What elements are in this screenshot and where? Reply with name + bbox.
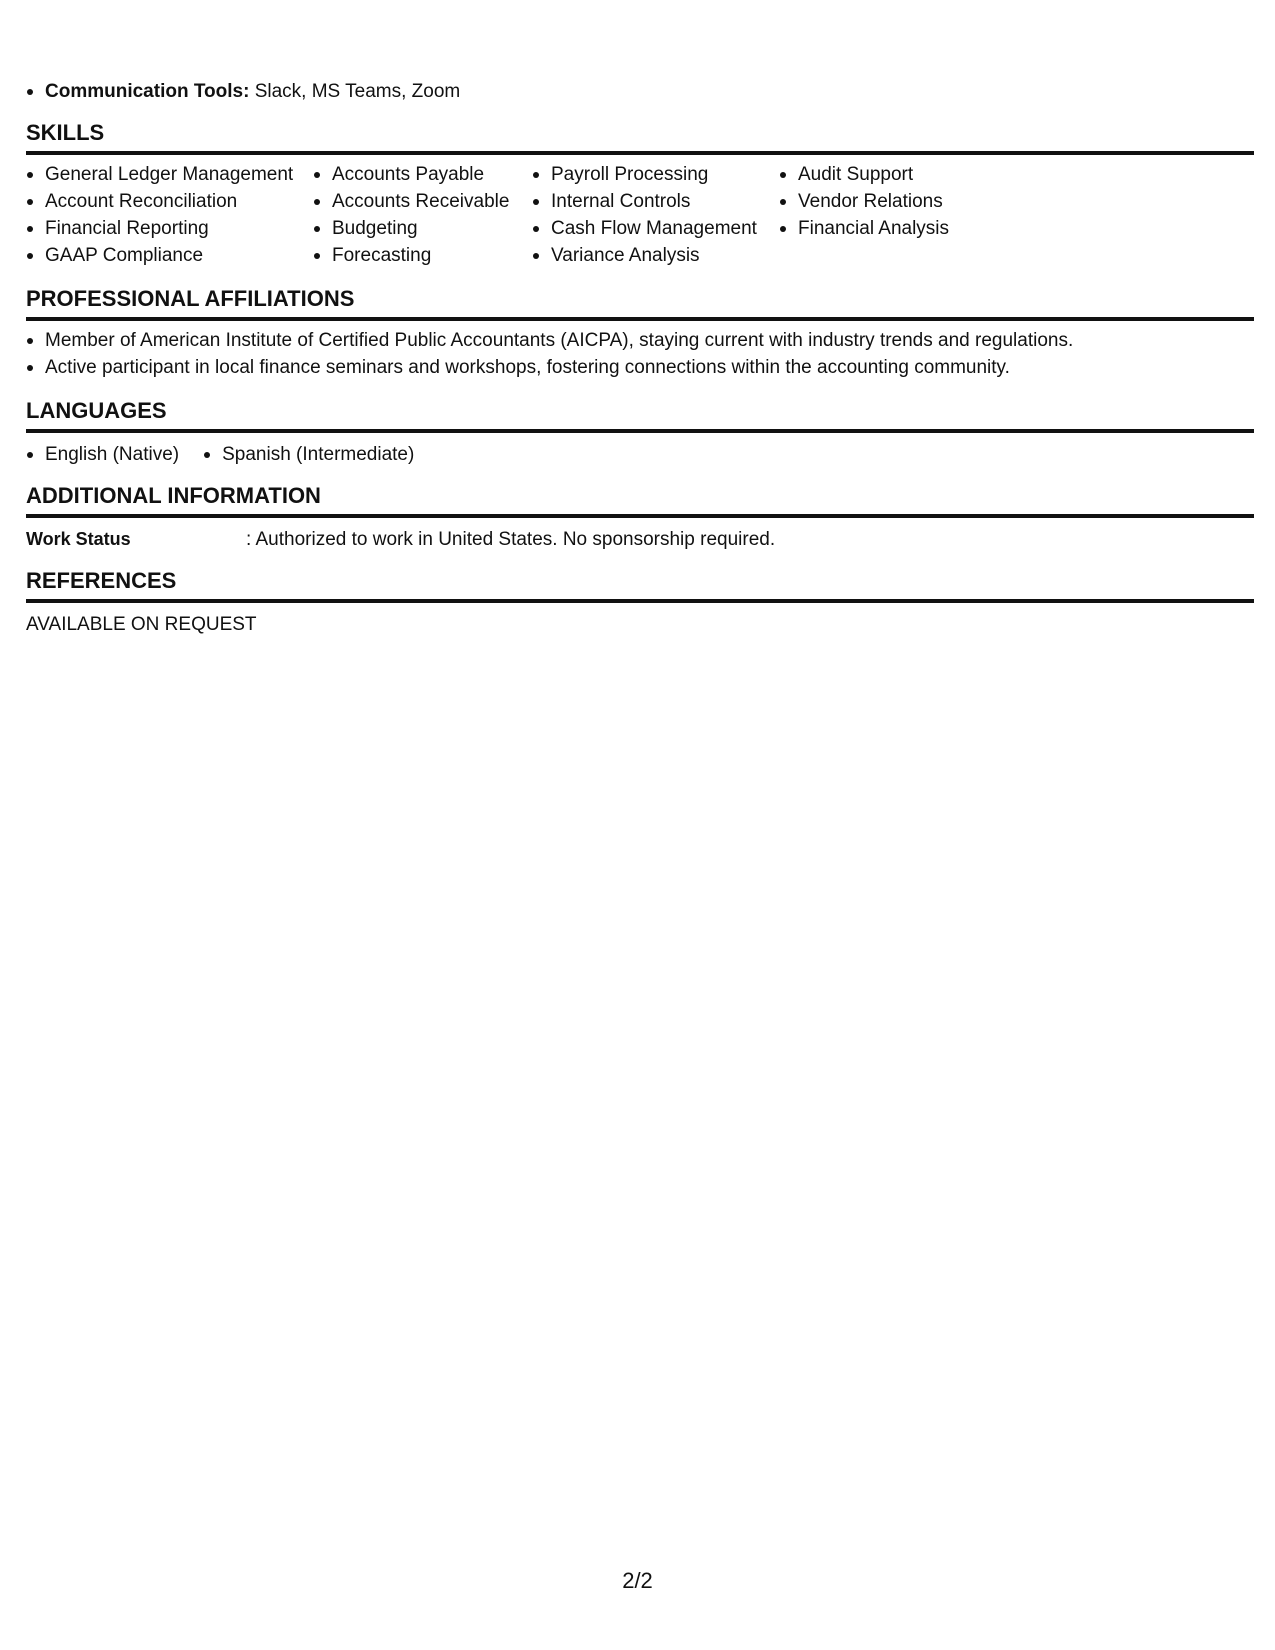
affiliations-section [26,285,1254,381]
skill-item: Forecasting [313,242,532,269]
languages-section [26,397,1254,468]
language-item: English (Native) [26,441,179,468]
skill-item: Accounts Payable [313,161,532,188]
communication-tools-list [26,78,1254,105]
skill-item: Budgeting [313,215,532,242]
references-text: AVAILABLE ON REQUEST [26,614,257,635]
skills-heading: SKILLS [26,119,1254,155]
skill-item: GAAP Compliance [26,242,313,269]
language-item: Spanish (Intermediate) [203,441,414,468]
skill-item: Financial Reporting [26,215,313,242]
skills-column-1 [26,161,313,269]
communication-tools-label: Communication Tools: [45,81,250,102]
resume-page [26,78,1254,638]
skills-column-2 [313,161,532,269]
additional-information-heading: ADDITIONAL INFORMATION [26,482,1254,518]
skills-grid [26,161,1254,269]
skills-column-4 [779,161,979,269]
skill-item: Cash Flow Management [532,215,779,242]
additional-information-section [26,482,1254,553]
work-status-label: Work Status [26,529,131,549]
references-heading: REFERENCES [26,567,1254,603]
work-status-value: : Authorized to work in United States. No sponsorship required. [246,529,776,550]
affiliation-item: Member of American Institute of Certified Public Accountants (AICPA), staying current with industry trends and regulations. [26,327,1254,354]
skill-item: Internal Controls [532,188,779,215]
skills-column-3 [532,161,779,269]
skill-item: Financial Analysis [779,215,979,242]
page-number: 2/2 [622,1568,653,1593]
skill-item: General Ledger Management [26,161,313,188]
affiliations-heading: PROFESSIONAL AFFILIATIONS [26,285,1254,321]
skill-item: Variance Analysis [532,242,779,269]
references-section [26,567,1254,638]
skills-section [26,119,1254,269]
languages-heading: LANGUAGES [26,397,1254,433]
communication-tools-value: Slack, MS Teams, Zoom [249,81,461,102]
affiliations-list [26,327,1254,381]
affiliation-item: Active participant in local finance seminars and workshops, fostering connections within the accounting community. [26,354,1254,381]
work-status-row [26,526,1254,553]
skill-item: Audit Support [779,161,979,188]
skill-item: Vendor Relations [779,188,979,215]
communication-tools-item [26,78,1254,105]
skill-item: Accounts Receivable [313,188,532,215]
languages-list [26,441,1254,468]
skill-item: Account Reconciliation [26,188,313,215]
skill-item: Payroll Processing [532,161,779,188]
